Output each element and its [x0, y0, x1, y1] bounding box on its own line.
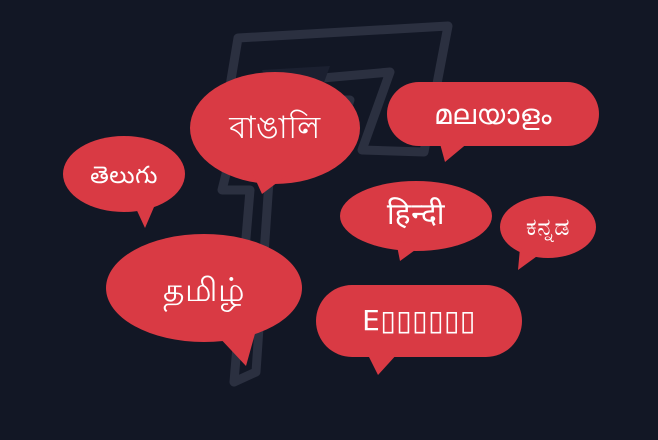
english-speech-bubble — [316, 285, 522, 375]
hindi-speech-bubble — [340, 181, 492, 261]
english-label: E▯▯▯▯▯▯ — [362, 304, 476, 337]
bengali-speech-bubble — [190, 72, 360, 194]
tamil-speech-bubble — [106, 234, 302, 366]
kannada-label: ಕನ್ನಡ — [525, 213, 571, 241]
telugu-label: తెలుగు — [90, 161, 158, 189]
tamil-label: தமிழ் — [162, 269, 246, 309]
bengali-label: বাঙালি — [229, 109, 321, 146]
kannada-speech-bubble — [500, 196, 596, 270]
malayalam-speech-bubble — [387, 82, 599, 162]
hindi-label: हिन्दी — [386, 197, 446, 232]
telugu-speech-bubble — [63, 136, 185, 228]
malayalam-label: മലയാളം — [433, 98, 553, 131]
